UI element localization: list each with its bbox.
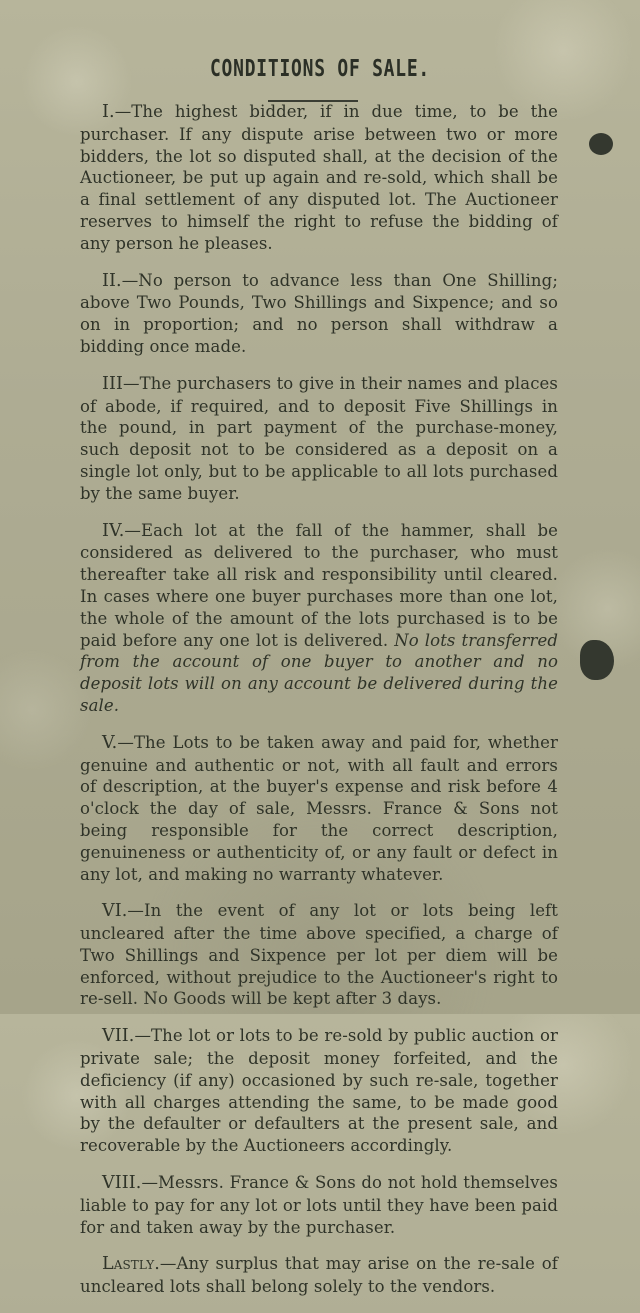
condition-text: —The purchasers to give in their names and places of abode, if required, and to deposit Five Shillings in the pound, in part payment of the purchase-money, such deposit not to be considered as a deposit on a single lot only, but to be applicable to all lots purchased by the same buyer. (80, 373, 558, 503)
condition-text: —In the event of any lot or lots being left uncleared after the time above specified, a charge of Two Shillings and Sixpence per lot per diem will be enforced, without prejudice to the Auctioneer's right to re-sell. No Goods will be kept after 3 days. (80, 901, 558, 1009)
condition-italic-note: No lots transferred from the account of one buyer to another and no deposit lots will on any account be delivered during the sale. (80, 630, 558, 715)
condition-text: —The Lots to be taken away and paid for, whether genuine and authentic or not, with all fault and errors of description, at the buyer's expense and risk before 4 o'clock the day of sale, Messrs. France & Sons not being responsible for the correct description, genuineness or authenticity of, or any fault or defect in any lot, and making no warranty whatever. (80, 732, 558, 884)
condition-number: VI. (102, 901, 128, 922)
conditions-list (80, 101, 558, 1313)
condition-text: —No person to advance less than One Shilling; above Two Pounds, Two Shillings and Sixpence; and so on in proportion; and no person shall withdraw a bidding once made. (80, 270, 558, 356)
condition-5 (80, 732, 558, 886)
page-title: CONDITIONS OF SALE. (209, 56, 431, 82)
condition-1 (80, 101, 558, 255)
condition-number: III (102, 373, 124, 394)
condition-text: —The highest bidder, if in due time, to be the purchaser. If any dispute arise between two or more bidders, the lot so disputed shall, at the decision of the Auctioneer, be put up again and re-sold, which shall be a final settlement of any disputed lot. The Auctioneer reserves to himself the right to refuse the bidding of any person he pleases. (80, 102, 558, 253)
condition-8 (80, 1172, 558, 1238)
condition-text: —Each lot at the fall of the hammer, shall be considered as delivered to the purchaser, who must thereafter take all risk and responsibility until cleared. In cases where one buyer purchases more than one lot, the whole of the amount of the lots purchased is to be paid before any one lot is delivered. (80, 520, 558, 650)
condition-number: VII. (102, 1026, 135, 1047)
ink-blot (589, 133, 613, 155)
condition-text: —Messrs. France & Sons do not hold themselves liable to pay for any lot or lots until they have been paid for and taken away by the purchaser. (80, 1173, 558, 1237)
condition-3 (80, 373, 558, 505)
condition-number: II. (102, 270, 122, 291)
condition-lastly (80, 1253, 558, 1298)
condition-number: V. (102, 732, 118, 753)
condition-2 (80, 270, 558, 358)
condition-number: VIII. (102, 1173, 142, 1194)
condition-text: —The lot or lots to be re-sold by public auction or private sale; the deposit money forfeited, and the deficiency (if any) occasioned by such re-sale, together with all charges attending the same, to be made good by the defaulter or defaulters at the present sale, and recoverable by the Auctioneers accordingly. (80, 1026, 558, 1156)
condition-6 (80, 900, 558, 1010)
condition-7 (80, 1025, 558, 1157)
condition-number: Lastly. (102, 1254, 160, 1275)
condition-number: I. (102, 102, 115, 122)
condition-4 (80, 520, 558, 717)
condition-number: IV. (102, 520, 125, 541)
condition-text: —Any surplus that may arise on the re-sale of uncleared lots shall belong solely to the vendors. (80, 1254, 558, 1297)
ink-blot (580, 640, 614, 680)
